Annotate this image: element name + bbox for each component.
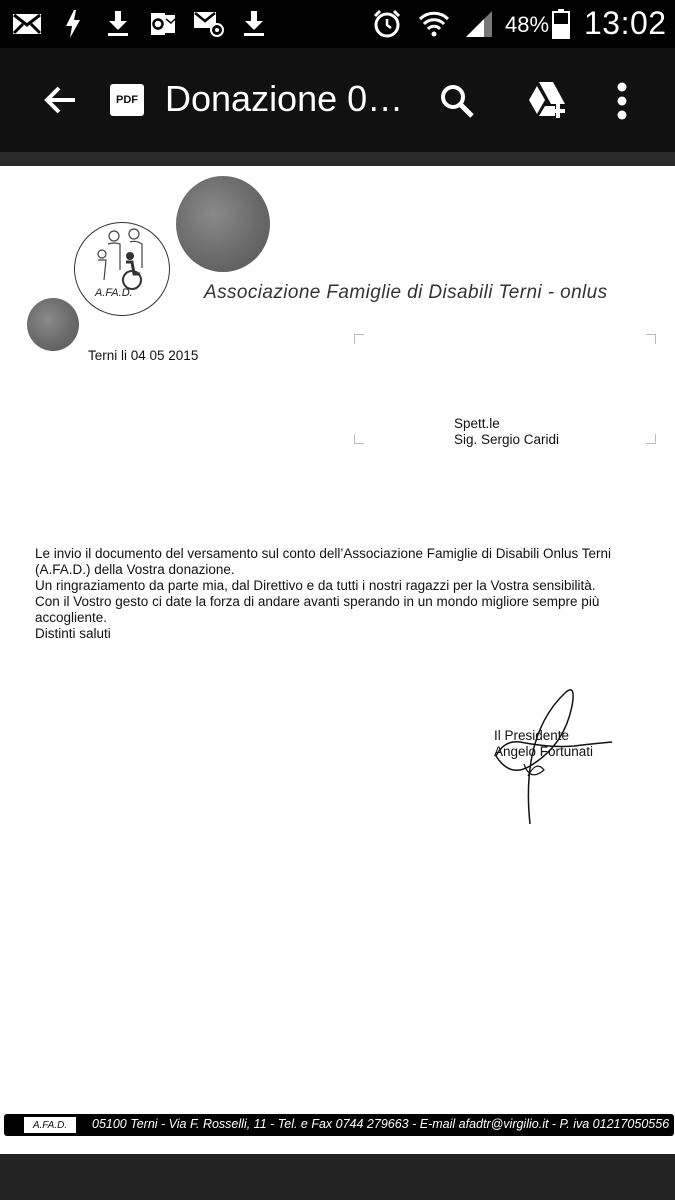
handwritten-signature xyxy=(490,686,630,826)
alarm-icon xyxy=(372,10,402,38)
battery-percentage: 48% xyxy=(505,12,550,37)
app-toolbar xyxy=(0,48,675,152)
add-to-drive-button[interactable] xyxy=(522,76,572,124)
outlook-icon xyxy=(150,10,176,38)
email-at-icon xyxy=(193,10,225,38)
signal-icon xyxy=(464,10,494,38)
wifi-icon xyxy=(418,10,450,38)
overflow-menu-button[interactable] xyxy=(604,78,640,124)
drive-add-icon xyxy=(525,80,569,120)
crop-mark xyxy=(646,434,656,444)
footer-logo-label: A.FA.D. xyxy=(24,1117,76,1133)
association-name: Associazione Famiglie di Disabili Terni - onlus xyxy=(204,282,608,303)
clock: 13:02 xyxy=(584,5,667,41)
mail-icon xyxy=(12,10,42,38)
download-icon xyxy=(242,10,266,38)
afad-logo xyxy=(74,222,170,316)
pdf-page[interactable] xyxy=(0,166,675,1154)
battery-icon xyxy=(552,10,570,38)
status-bar xyxy=(0,0,675,48)
letter-body xyxy=(35,546,655,642)
download-icon xyxy=(106,10,130,38)
family-wheelchair-icon xyxy=(74,222,170,316)
logo-caption: A.FA.D. xyxy=(95,287,133,299)
search-icon xyxy=(439,83,475,119)
scan-blot xyxy=(176,176,270,272)
recipient-block xyxy=(454,416,559,448)
letter-closing: Distinti saluti xyxy=(35,626,111,641)
flash-icon xyxy=(64,10,82,38)
recipient-salutation: Spett.le xyxy=(454,416,500,431)
letter-paragraph: Le invio il documento del versamento sul conto dell’Associazione Famiglie di Disabili Onlus Terni (A.FA.D.) della Vostra donazione. xyxy=(35,546,612,577)
letterhead-footer xyxy=(4,1114,674,1136)
page-gutter xyxy=(0,152,675,166)
pdf-file-icon: PDF xyxy=(110,84,144,116)
crop-mark xyxy=(646,334,656,344)
footer-address: 05100 Terni - Via F. Rosselli, 11 - Tel. e Fax 0744 279663 - E-mail afadtr@virgilio.it - P. iva 01217050556 xyxy=(92,1117,670,1131)
scan-blot xyxy=(27,298,79,351)
crop-mark xyxy=(354,334,364,344)
recipient-name: Sig. Sergio Caridi xyxy=(454,432,560,447)
crop-mark xyxy=(354,434,364,444)
search-button[interactable] xyxy=(434,78,480,124)
document-title: Donazione 0… xyxy=(165,78,404,119)
arrow-back-icon xyxy=(43,85,77,115)
back-button[interactable] xyxy=(38,78,82,122)
viewer-bottom-bar xyxy=(0,1154,675,1200)
letter-paragraph: Con il Vostro gesto ci date la forza di andare avanti sperando in un mondo migliore sempre più accogliente. xyxy=(35,594,600,625)
more-vert-icon xyxy=(617,81,627,121)
signer-title: Il Presidente xyxy=(494,728,570,743)
signer-name: Angelo Fortunati xyxy=(494,744,594,759)
letter-paragraph: Un ringraziamento da parte mia, dal Direttivo e da tutti i nostri ragazzi per la Vostra sensibilità. xyxy=(35,578,596,593)
letter-date: Terni li 04 05 2015 xyxy=(88,348,199,363)
